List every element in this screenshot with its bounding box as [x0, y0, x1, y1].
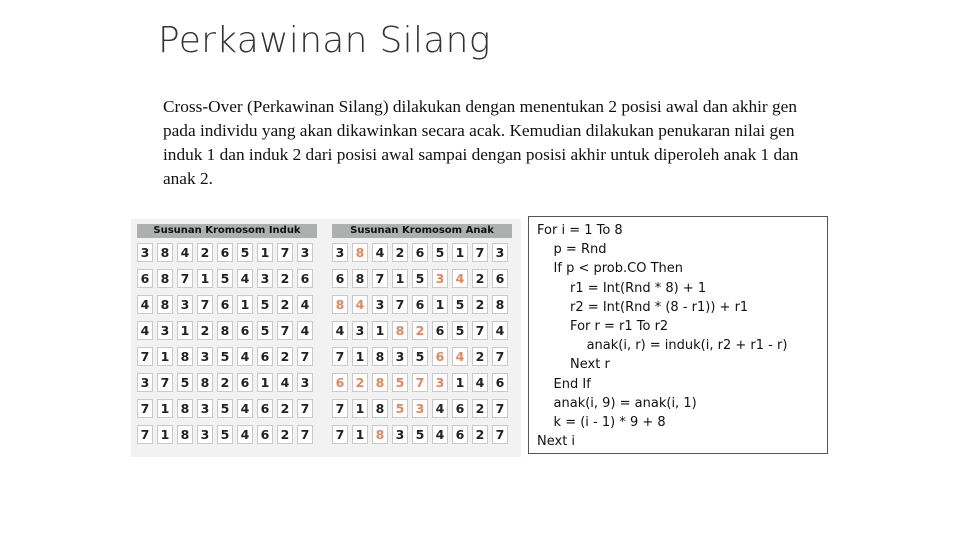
induk-row [137, 243, 317, 264]
anak-gene-cell: 2 [472, 399, 488, 418]
anak-gene-cell: 1 [352, 399, 368, 418]
induk-gene-cell: 8 [177, 425, 193, 444]
induk-row [137, 295, 317, 316]
anak-gene-cell: 1 [452, 243, 468, 262]
induk-gene-cell: 6 [237, 373, 253, 392]
anak-gene-cell: 3 [372, 295, 388, 314]
anak-gene-cell: 1 [372, 321, 388, 340]
anak-gene-cell: 1 [432, 295, 448, 314]
induk-gene-cell: 4 [297, 295, 313, 314]
code-line: For r = r1 To r2 [537, 319, 669, 335]
induk-gene-cell: 7 [137, 399, 153, 418]
anak-gene-cell: 4 [472, 373, 488, 392]
anak-gene-cell: 3 [352, 321, 368, 340]
slide-title: Perkawinan Silang [158, 20, 491, 61]
induk-gene-cell: 2 [277, 269, 293, 288]
induk-gene-cell: 2 [277, 425, 293, 444]
induk-gene-cell: 3 [137, 243, 153, 262]
induk-gene-cell: 1 [257, 373, 273, 392]
anak-gene-cell: 3 [332, 243, 348, 262]
anak-row [332, 373, 512, 394]
anak-gene-cell: 5 [392, 373, 408, 392]
induk-gene-cell: 6 [217, 295, 233, 314]
anak-gene-cell: 2 [472, 347, 488, 366]
induk-gene-cell: 4 [277, 373, 293, 392]
anak-gene-cell: 7 [492, 399, 508, 418]
induk-gene-cell: 3 [197, 425, 213, 444]
induk-gene-cell: 4 [137, 321, 153, 340]
induk-gene-cell: 2 [277, 399, 293, 418]
anak-row [332, 243, 512, 264]
anak-row [332, 321, 512, 342]
induk-gene-cell: 5 [177, 373, 193, 392]
induk-gene-cell: 1 [157, 425, 173, 444]
induk-gene-cell: 4 [237, 347, 253, 366]
anak-grid-header: Susunan Kromosom Anak [332, 224, 512, 238]
induk-gene-cell: 7 [297, 425, 313, 444]
anak-gene-cell: 4 [452, 347, 468, 366]
anak-gene-cell: 1 [392, 269, 408, 288]
anak-gene-cell: 7 [372, 269, 388, 288]
induk-gene-cell: 6 [237, 321, 253, 340]
induk-gene-cell: 4 [177, 243, 193, 262]
induk-gene-cell: 8 [197, 373, 213, 392]
induk-gene-cell: 4 [137, 295, 153, 314]
anak-gene-cell: 7 [392, 295, 408, 314]
anak-grid [332, 224, 512, 451]
anak-gene-cell: 8 [372, 425, 388, 444]
anak-gene-cell: 3 [412, 399, 428, 418]
anak-gene-cell: 5 [412, 269, 428, 288]
induk-gene-cell: 7 [177, 269, 193, 288]
induk-gene-cell: 3 [197, 347, 213, 366]
anak-gene-cell: 8 [492, 295, 508, 314]
kromosom-figure [131, 219, 521, 457]
anak-gene-cell: 1 [452, 373, 468, 392]
anak-gene-cell: 6 [412, 295, 428, 314]
code-block [528, 216, 828, 454]
anak-gene-cell: 7 [332, 425, 348, 444]
induk-gene-cell: 3 [297, 243, 313, 262]
induk-gene-cell: 7 [137, 425, 153, 444]
induk-gene-cell: 6 [137, 269, 153, 288]
anak-gene-cell: 5 [452, 295, 468, 314]
induk-grid-rows [137, 243, 317, 446]
induk-gene-cell: 1 [257, 243, 273, 262]
anak-gene-cell: 8 [372, 399, 388, 418]
anak-grid-rows [332, 243, 512, 446]
anak-gene-cell: 3 [432, 373, 448, 392]
anak-gene-cell: 6 [452, 399, 468, 418]
anak-gene-cell: 7 [492, 347, 508, 366]
anak-gene-cell: 2 [472, 295, 488, 314]
anak-gene-cell: 8 [372, 373, 388, 392]
induk-row [137, 347, 317, 368]
anak-gene-cell: 6 [452, 425, 468, 444]
induk-gene-cell: 7 [197, 295, 213, 314]
anak-gene-cell: 2 [472, 425, 488, 444]
anak-gene-cell: 6 [432, 347, 448, 366]
induk-gene-cell: 3 [157, 321, 173, 340]
code-line: Next i [537, 434, 576, 450]
induk-gene-cell: 5 [217, 399, 233, 418]
anak-gene-cell: 3 [392, 425, 408, 444]
anak-gene-cell: 2 [472, 269, 488, 288]
induk-gene-cell: 8 [177, 347, 193, 366]
anak-gene-cell: 8 [352, 269, 368, 288]
anak-gene-cell: 6 [332, 373, 348, 392]
induk-gene-cell: 8 [217, 321, 233, 340]
code-line: anak(i, r) = induk(i, r2 + r1 - r) [537, 338, 788, 354]
anak-gene-cell: 2 [412, 321, 428, 340]
anak-gene-cell: 8 [372, 347, 388, 366]
anak-gene-cell: 6 [432, 321, 448, 340]
anak-row [332, 295, 512, 316]
induk-row [137, 269, 317, 290]
anak-gene-cell: 5 [452, 321, 468, 340]
induk-gene-cell: 7 [277, 243, 293, 262]
anak-row [332, 425, 512, 446]
induk-grid [137, 224, 317, 451]
induk-gene-cell: 4 [237, 269, 253, 288]
code-line: k = (i - 1) * 9 + 8 [537, 415, 666, 431]
induk-gene-cell: 8 [157, 295, 173, 314]
code-line: p = Rnd [537, 242, 607, 258]
anak-gene-cell: 4 [432, 399, 448, 418]
induk-grid-header: Susunan Kromosom Induk [137, 224, 317, 238]
induk-gene-cell: 7 [297, 347, 313, 366]
code-line: If p < prob.CO Then [537, 261, 683, 277]
induk-gene-cell: 6 [257, 425, 273, 444]
anak-gene-cell: 1 [352, 347, 368, 366]
induk-gene-cell: 1 [197, 269, 213, 288]
induk-gene-cell: 7 [137, 347, 153, 366]
induk-gene-cell: 1 [237, 295, 253, 314]
induk-gene-cell: 5 [217, 347, 233, 366]
induk-row [137, 321, 317, 342]
induk-gene-cell: 4 [237, 425, 253, 444]
anak-gene-cell: 4 [332, 321, 348, 340]
anak-gene-cell: 7 [492, 425, 508, 444]
induk-gene-cell: 4 [297, 321, 313, 340]
induk-gene-cell: 7 [157, 373, 173, 392]
induk-gene-cell: 3 [197, 399, 213, 418]
anak-gene-cell: 3 [492, 243, 508, 262]
anak-gene-cell: 2 [392, 243, 408, 262]
code-line: r2 = Int(Rnd * (8 - r1)) + r1 [537, 299, 749, 315]
induk-gene-cell: 7 [297, 399, 313, 418]
induk-gene-cell: 8 [157, 269, 173, 288]
induk-gene-cell: 6 [257, 399, 273, 418]
induk-row [137, 373, 317, 394]
anak-row [332, 399, 512, 420]
induk-gene-cell: 5 [257, 295, 273, 314]
induk-gene-cell: 5 [237, 243, 253, 262]
induk-gene-cell: 5 [217, 269, 233, 288]
anak-gene-cell: 7 [412, 373, 428, 392]
anak-gene-cell: 5 [432, 243, 448, 262]
anak-gene-cell: 4 [352, 295, 368, 314]
code-line: For i = 1 To 8 [537, 223, 623, 238]
induk-gene-cell: 2 [197, 321, 213, 340]
anak-gene-cell: 7 [332, 399, 348, 418]
anak-row [332, 347, 512, 368]
induk-gene-cell: 4 [237, 399, 253, 418]
anak-gene-cell: 7 [332, 347, 348, 366]
code-line: Next r [537, 357, 610, 373]
induk-gene-cell: 1 [177, 321, 193, 340]
anak-row [332, 269, 512, 290]
induk-gene-cell: 8 [157, 243, 173, 262]
code-line: End If [537, 376, 591, 392]
induk-gene-cell: 6 [297, 269, 313, 288]
induk-gene-cell: 5 [257, 321, 273, 340]
induk-gene-cell: 2 [197, 243, 213, 262]
anak-gene-cell: 2 [352, 373, 368, 392]
induk-gene-cell: 5 [217, 425, 233, 444]
anak-gene-cell: 7 [472, 321, 488, 340]
anak-gene-cell: 5 [412, 425, 428, 444]
induk-gene-cell: 6 [257, 347, 273, 366]
anak-gene-cell: 4 [372, 243, 388, 262]
anak-gene-cell: 8 [332, 295, 348, 314]
anak-gene-cell: 3 [432, 269, 448, 288]
anak-gene-cell: 6 [492, 373, 508, 392]
induk-gene-cell: 6 [217, 243, 233, 262]
code-line: r1 = Int(Rnd * 8) + 1 [537, 280, 707, 296]
induk-gene-cell: 2 [277, 295, 293, 314]
induk-gene-cell: 3 [297, 373, 313, 392]
anak-gene-cell: 4 [492, 321, 508, 340]
anak-gene-cell: 7 [472, 243, 488, 262]
body-paragraph: Cross-Over (Perkawinan Silang) dilakukan dengan menentukan 2 posisi awal dan akhir gen pada individu yang akan dikawinkan secara acak. Kemudian dilakukan penukaran nilai gen induk 1 dan induk 2 dari posisi awal sampai dengan posisi akhir untuk diperoleh anak 1 dan anak 2. [163, 97, 799, 188]
induk-gene-cell: 3 [177, 295, 193, 314]
anak-gene-cell: 4 [452, 269, 468, 288]
induk-gene-cell: 2 [217, 373, 233, 392]
induk-row [137, 399, 317, 420]
induk-gene-cell: 1 [157, 399, 173, 418]
induk-gene-cell: 8 [177, 399, 193, 418]
induk-gene-cell: 2 [277, 347, 293, 366]
anak-gene-cell: 1 [352, 425, 368, 444]
anak-gene-cell: 5 [412, 347, 428, 366]
induk-gene-cell: 7 [277, 321, 293, 340]
anak-gene-cell: 8 [352, 243, 368, 262]
anak-gene-cell: 6 [492, 269, 508, 288]
induk-gene-cell: 3 [257, 269, 273, 288]
anak-gene-cell: 8 [392, 321, 408, 340]
anak-gene-cell: 6 [332, 269, 348, 288]
anak-gene-cell: 5 [392, 399, 408, 418]
induk-gene-cell: 1 [157, 347, 173, 366]
induk-gene-cell: 3 [137, 373, 153, 392]
anak-gene-cell: 6 [412, 243, 428, 262]
code-line: anak(i, 9) = anak(i, 1) [537, 395, 697, 411]
induk-row [137, 425, 317, 446]
anak-gene-cell: 4 [432, 425, 448, 444]
anak-gene-cell: 3 [392, 347, 408, 366]
